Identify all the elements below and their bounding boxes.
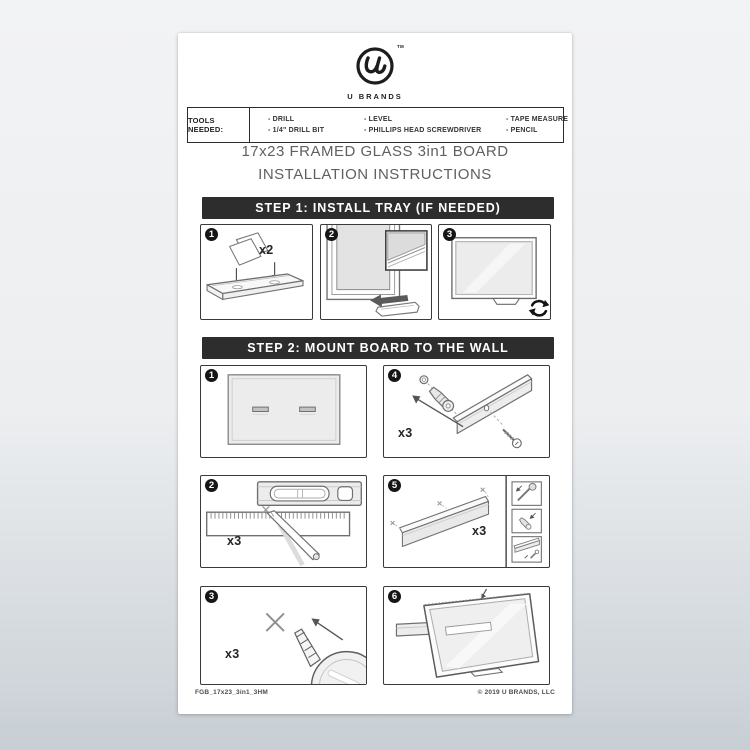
step2-panel-5: [383, 475, 550, 568]
step1-panel-2: [320, 224, 432, 320]
step1-panel-3: [438, 224, 551, 320]
tools-column-3: [506, 114, 568, 136]
rotate-icon: [529, 300, 550, 316]
quantity-label: x3: [398, 426, 413, 440]
tool-item-drill-bit: - 1/4" DRILL BIT: [268, 127, 325, 134]
quantity-label: x2: [259, 243, 274, 257]
board-drawing: [424, 593, 539, 677]
step-number-badge: 2: [325, 228, 338, 241]
x-mark: [266, 613, 284, 631]
drill-bit-icon: [295, 629, 320, 666]
tool-item-screwdriver: - PHILLIPS HEAD SCREWDRIVER: [364, 127, 482, 134]
step1-heading: STEP 1: INSTALL TRAY (IF NEEDED): [202, 197, 554, 219]
step-number-badge: 6: [388, 590, 401, 603]
step-number-badge: 2: [205, 479, 218, 492]
step2-panel-4: [383, 365, 550, 458]
step-number-badge: 3: [443, 228, 456, 241]
copyright: © 2019 U BRANDS, LLC: [477, 689, 555, 696]
level-icon: [258, 482, 362, 505]
u-brands-logo-icon: [350, 42, 400, 92]
down-arrow-icon: [481, 589, 486, 599]
quantity-label: x3: [225, 647, 240, 661]
board-drawing: [452, 238, 536, 305]
brand-name: U BRANDS: [347, 92, 403, 101]
corner-inset-zoom: [386, 231, 427, 270]
tools-needed-box: [187, 107, 569, 143]
board-back-drawing: [201, 366, 366, 457]
tool-item-drill: - DRILL: [268, 116, 295, 123]
tray-drawing: [207, 274, 303, 299]
step-number-badge: 5: [388, 479, 401, 492]
trademark-mark: TM: [397, 44, 405, 49]
step-number-badge: 1: [205, 369, 218, 382]
page-title-line2: INSTALLATION INSTRUCTIONS: [258, 166, 492, 183]
tools-column-1: [268, 114, 324, 136]
quantity-label: x3: [472, 524, 487, 538]
mounting-rail-drawing: [399, 497, 488, 547]
drill-chuck-icon: [311, 652, 366, 684]
step2-panel-1: [200, 365, 367, 458]
instruction-sheet: [178, 33, 572, 714]
board-corner-drawing: [321, 225, 431, 319]
anchor-rail-drawing: [384, 366, 549, 457]
direction-arrow-icon: [311, 618, 342, 640]
finished-board-drawing: [439, 225, 550, 319]
drill-drawing: [201, 587, 366, 684]
tool-item-tape-measure: - TAPE MEASURE: [506, 116, 569, 123]
rail-position-drawing: [384, 476, 549, 567]
drill-hole-icon: [420, 376, 428, 384]
step2-panel-3: [200, 586, 367, 685]
step-number-badge: 1: [205, 228, 218, 241]
screw-icon: [500, 426, 523, 449]
tray-drawing: [376, 302, 419, 316]
hang-board-drawing: [384, 587, 549, 684]
quantity-label: x3: [227, 534, 242, 548]
step2-heading: STEP 2: MOUNT BOARD TO THE WALL: [202, 337, 554, 359]
step-number-badge: 3: [205, 590, 218, 603]
tools-column-2: [364, 114, 481, 136]
wall-anchor-icon: [428, 385, 456, 413]
step2-panel-2: [200, 475, 367, 568]
tool-item-pencil: - PENCIL: [506, 127, 538, 134]
step-number-badge: 4: [388, 369, 401, 382]
tool-item-level: - LEVEL: [364, 116, 393, 123]
tray-adhesive-drawing: [201, 225, 312, 319]
step1-panel-1: [200, 224, 313, 320]
tools-needed-label: TOOLS NEEDED:: [188, 108, 250, 142]
mounting-rail-drawing: [453, 375, 531, 434]
page-title-line1: 17x23 FRAMED GLASS 3in1 BOARD: [241, 143, 509, 160]
measure-mark-drawing: [201, 476, 366, 567]
step2-panel-6: [383, 586, 550, 685]
sku-code: FGB_17x23_3in1_3HM: [195, 689, 268, 696]
